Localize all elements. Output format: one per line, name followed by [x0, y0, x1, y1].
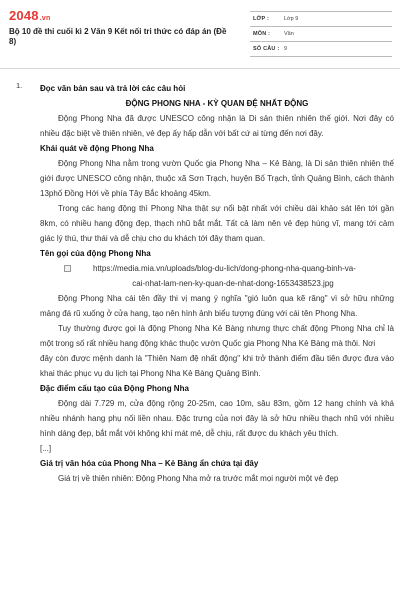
paragraph: Giá trị về thiên nhiên: Động Phong Nha mở ra trước mắt mọi người một vẻ đẹp — [58, 474, 339, 483]
paragraph: đây còn được mệnh danh là "Thiên Nam đệ nhất động" khi trở thành điểm đầu tiên được đưa vào khai thác phục vụ du lịch tại Phong Nha Kẻ Bàng Quảng Bình. — [40, 354, 394, 378]
page-header — [0, 0, 400, 64]
section-heading: Tên gọi của động Phong Nha — [40, 249, 151, 258]
header-divider — [0, 68, 400, 69]
meta-label: MÔN : — [253, 31, 271, 37]
image-alt-text-continued: cai-nhat-lam-nen-ky-quan-de-nhat-dong-1653438523.jpg — [132, 279, 334, 288]
meta-value: 9 — [284, 46, 288, 52]
paragraph: Tuy thường được gọi là động Phong Nha Kẻ Bàng nhưng thực chất động Phong Nha chỉ là một trong số rất nhiều hang động khác thuộc vườn Quốc gia Phong Nha Kẻ Bàng mà thôi. Nơi — [40, 324, 394, 348]
paragraph: Động dài 7.729 m, cửa động rộng 20-25m, cao 10m, sâu 83m, gồm 12 hang chính và khá nhiều nhánh hang phụ nối liền nhau. Đặc trưng của nơi đây là sở hữu nhiều thạch nhũ với nhiều hình dáng đẹp, bắt mắt với không khí mát mẻ, dễ chịu, rất được du khách yêu thích. — [40, 399, 394, 438]
meta-value: Văn — [284, 31, 294, 37]
section-heading: Đặc điểm cấu tạo của Động Phong Nha — [40, 384, 189, 393]
site-logo[interactable] — [9, 8, 50, 23]
meta-row-question-count — [250, 42, 392, 57]
meta-row-class — [250, 12, 392, 27]
logo-text: 2048 — [9, 8, 39, 23]
meta-label: LỚP : — [253, 16, 269, 22]
broken-image-icon — [64, 265, 71, 272]
exam-meta-table — [250, 11, 392, 56]
meta-row-subject — [250, 27, 392, 42]
question-content — [40, 81, 394, 486]
question-instruction: Đọc văn bản sau và trả lời các câu hỏi — [40, 84, 186, 93]
paragraph: Động Phong Nha nằm trong vườn Quốc gia Phong Nha – Kẻ Bàng, là Di sản thiên nhiên thế giới được UNESCO công nhận, thuộc xã Sơn Trạch, huyện Bố Trạch, tỉnh Quảng Bình, cách thành 13phố Đồng Hới về phía Tây Bắc khoảng 45km. — [40, 159, 394, 198]
image-alt-text: https://media.mia.vn/uploads/blog-du-lich/dong-phong-nha-quang-binh-va- — [93, 264, 356, 273]
logo-tld: .vn — [39, 15, 51, 22]
image-placeholder — [40, 261, 394, 291]
ellipsis: [...] — [40, 444, 52, 453]
exam-title: Bộ 10 đề thi cuối kì 2 Văn 9 Kết nối tri thức có đáp án (Đề 8) — [9, 27, 227, 46]
paragraph: Trong các hang động thì Phong Nha thật sự nổi bật nhất với chiều dài khảo sát lên tới gần 8km, có nhiều hang động đẹp, thạch nhũ bắt mắt. Tất cả làm nên vẻ đẹp hùng vĩ, mang tới cảm giác lý thú, thư thái và dễ chịu cho du khách tới đây tham quan. — [40, 204, 394, 243]
paragraph: Động Phong Nha đã được UNESCO công nhận là Di sản thiên nhiên thế giới. Nơi đây có nhiều đặc biệt về thiên nhiên, vẻ đẹp ấy hấp dẫn với bất cứ ai từng đến nơi đây. — [40, 114, 394, 138]
meta-value: Lớp 9 — [284, 16, 299, 22]
paragraph: Động Phong Nha cái tên đầy thi vị mang ý nghĩa "gió luôn qua kẽ răng" vì sở hữu những mảng đá rũ xuống ở cửa hang, tạo nên hình ảnh biểu tượng đúng với cái tên Phong Nha. — [40, 294, 394, 318]
section-heading: Giá trị văn hóa của Phong Nha – Kẻ Bàng ẩn chứa tại đây — [40, 459, 259, 468]
passage-title: ĐỘNG PHONG NHA - KỲ QUAN ĐỆ NHẤT ĐỘNG — [125, 99, 309, 108]
question-number: 1. — [16, 81, 23, 90]
meta-label: SỐ CÂU : — [253, 46, 280, 52]
section-heading: Khái quát về động Phong Nha — [40, 144, 154, 153]
